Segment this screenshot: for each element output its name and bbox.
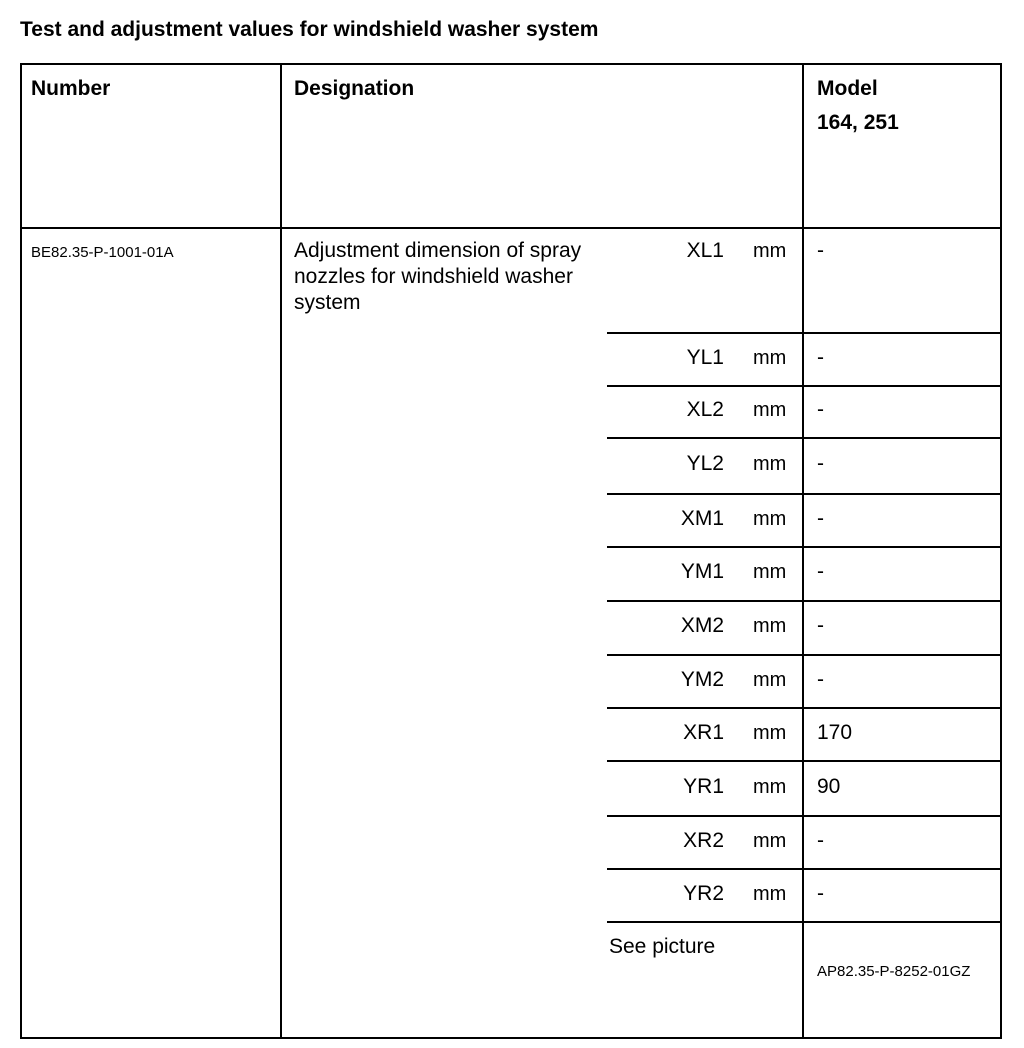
column-divider-model bbox=[802, 63, 804, 1039]
row-code: YM2 bbox=[680, 668, 724, 691]
row-divider bbox=[607, 707, 1002, 709]
row-code: XM2 bbox=[680, 614, 724, 637]
row-code: YM1 bbox=[680, 560, 724, 583]
header-number: Number bbox=[31, 77, 111, 100]
row-value: - bbox=[817, 398, 824, 421]
row-divider bbox=[607, 868, 1002, 870]
row-unit: mm bbox=[753, 883, 787, 905]
row-value: - bbox=[817, 560, 824, 583]
row-unit: mm bbox=[753, 453, 787, 475]
row-code: YR1 bbox=[683, 775, 724, 798]
row-divider bbox=[607, 332, 1002, 334]
row-code: YR2 bbox=[683, 882, 724, 905]
header-divider bbox=[20, 227, 1002, 229]
row-divider bbox=[607, 815, 1002, 817]
row-divider bbox=[607, 385, 1002, 387]
row-value: - bbox=[817, 668, 824, 691]
row-value: - bbox=[817, 346, 824, 369]
row-unit: mm bbox=[753, 776, 787, 798]
row-unit: mm bbox=[753, 240, 787, 262]
row-divider bbox=[607, 493, 1002, 495]
row-code: XR2 bbox=[683, 829, 724, 852]
row-value: - bbox=[817, 452, 824, 475]
row-value: - bbox=[817, 239, 824, 262]
row-value: 170 bbox=[817, 721, 853, 744]
row-divider bbox=[607, 921, 1002, 923]
row-divider bbox=[607, 760, 1002, 762]
row-unit: mm bbox=[753, 669, 787, 691]
table-border-bottom bbox=[20, 1037, 1002, 1039]
column-divider-number bbox=[280, 63, 282, 1039]
values-table bbox=[20, 63, 1002, 1039]
row-code: XR1 bbox=[683, 721, 724, 744]
row-code: XL2 bbox=[686, 398, 724, 421]
row-value: - bbox=[817, 882, 824, 905]
row-code: XM1 bbox=[680, 507, 724, 530]
row-code: YL2 bbox=[686, 452, 724, 475]
row-value: - bbox=[817, 507, 824, 530]
see-picture-label: See picture bbox=[609, 935, 716, 958]
row-unit: mm bbox=[753, 830, 787, 852]
row-divider bbox=[607, 437, 1002, 439]
cell-designation: Adjustment dimension of spray nozzles for windshield washer system bbox=[294, 239, 582, 314]
row-unit: mm bbox=[753, 722, 787, 744]
picture-reference: AP82.35-P-8252-01GZ bbox=[817, 963, 971, 980]
row-value: - bbox=[817, 829, 824, 852]
header-model-values: 164, 251 bbox=[817, 111, 899, 134]
row-divider bbox=[607, 600, 1002, 602]
row-code: XL1 bbox=[686, 239, 724, 262]
row-unit: mm bbox=[753, 508, 787, 530]
table-border-left bbox=[20, 63, 22, 1039]
row-code: YL1 bbox=[686, 346, 724, 369]
table-border-right bbox=[1000, 63, 1002, 1039]
row-divider bbox=[607, 654, 1002, 656]
table-border-top bbox=[20, 63, 1002, 65]
page-title: Test and adjustment values for windshield washer system bbox=[20, 18, 599, 41]
row-unit: mm bbox=[753, 347, 787, 369]
row-divider bbox=[607, 546, 1002, 548]
row-value: 90 bbox=[817, 775, 841, 798]
row-unit: mm bbox=[753, 399, 787, 421]
row-value: - bbox=[817, 614, 824, 637]
header-designation: Designation bbox=[294, 77, 415, 100]
row-unit: mm bbox=[753, 615, 787, 637]
header-model: Model bbox=[817, 77, 878, 100]
row-unit: mm bbox=[753, 561, 787, 583]
cell-number: BE82.35-P-1001-01A bbox=[31, 244, 174, 261]
